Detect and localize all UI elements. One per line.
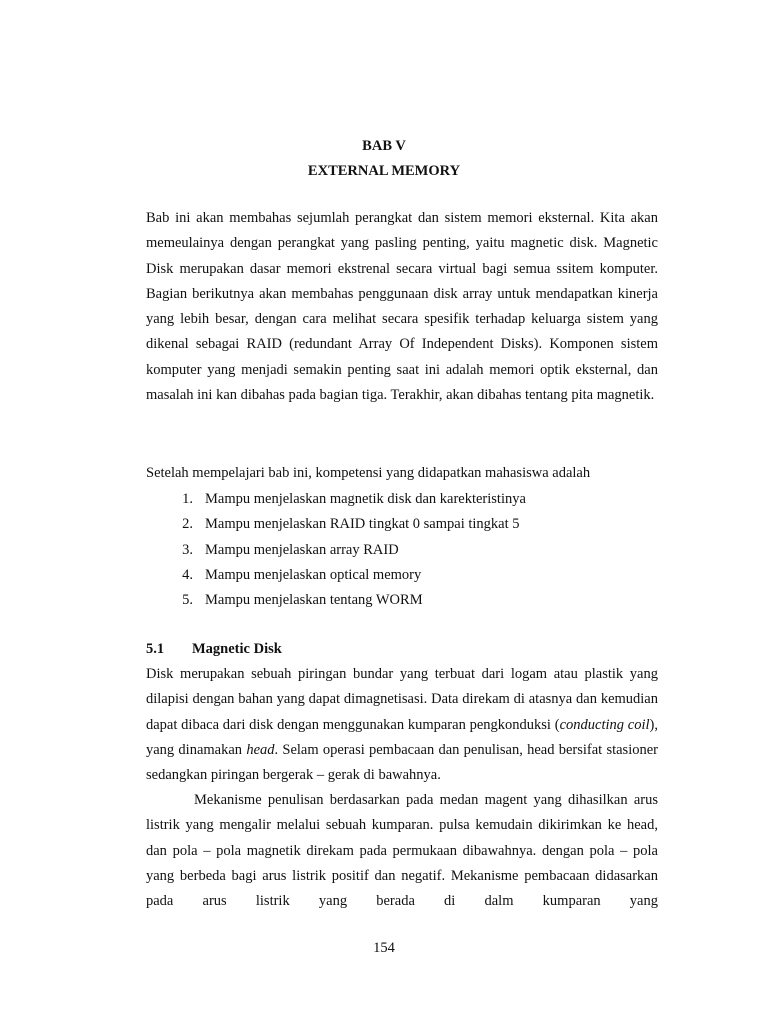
list-item [146,589,666,614]
list-item-text: Mampu menjelaskan RAID tingkat 0 sampai tingkat 5 [205,516,520,533]
section-number: 5.1 [146,641,165,657]
section-title: Magnetic Disk [192,641,282,657]
para1-italic-conducting-coil: conducting coil [559,716,650,733]
para1-italic-head: head [246,741,275,758]
para1-text-part3: . Selam operasi pembacaan dan penulisan, head bersifat stasioner sedangkan piringan bergerak – gerak di bawahnya. [146,741,658,784]
list-item-number: 1. [182,491,193,507]
list-item-number: 5. [182,592,193,609]
para1-text-part1: Disk merupakan sebuah piringan bundar yang terbuat dari logam atau plastik yang dilapisi dengan bahan yang dapat dimagnetisasi. Data direkam di atasnya dan kemudian dapat dibaca dari disk dengan menggunakan kumparan pengkonduksi ( [146,666,658,733]
list-item-text: Mampu menjelaskan tentang WORM [205,592,423,609]
list-item-number: 3. [182,541,193,558]
intro-paragraph-text: Bab ini akan membahas sejumlah perangkat dan sistem memori eksternal. Kita akan memeulainya dengan perangkat yang pasling penting, yaitu magnetic disk. Magnetic Disk merupakan dasar memori ekstrenal secara virtual bagi semua ssitem komputer. Bagian berikutnya akan membahas penggunaan disk array untuk mendapatkan kinerja yang lebih besar, dengan cara melihat secara spesifik terhadap keluarga sistem yang dikenal sebagai RAID (redundant Array Of Independent Disks). Komponen sistem komputer yang menjadi semakin penting saat ini adalah memori optik eksternal, dan masalah ini kan dibahas pada bagian tiga. Terakhir, akan dibahas tentang pita magnetik. [146,210,658,404]
section-paragraph-2 [146,788,658,914]
competency-intro: Setelah mempelajari bab ini, kompetensi yang didapatkan mahasiswa adalah [146,465,591,481]
section-paragraph-2-text: Mekanisme penulisan berdasarkan pada medan magent yang dihasilkan arus listrik yang mengalir melalui sebuah kumparan. pulsa kemudain dikirimkan ke head, dan pola – pola magnetik direkam pada permukaan dibawahnya. dengan pola – pola yang berbeda bagi arus listrik positif dan negatif. Mekanisme pembacaan didasarkan pada arus listrik yang berada di dalm kumparan yang [146,792,658,910]
intro-paragraph [146,206,658,408]
list-item-text: Mampu menjelaskan optical memory [205,566,422,583]
list-item-text: Mampu menjelaskan array RAID [205,541,399,558]
para1-text-part2: ), yang dinamakan [146,716,658,758]
chapter-label: BAB V [362,138,406,154]
list-item-number: 4. [182,566,193,583]
list-item-number: 2. [182,516,193,533]
list-item [146,513,666,538]
section-paragraph-1 [146,662,658,788]
chapter-title: EXTERNAL MEMORY [307,163,461,179]
list-item [146,564,666,589]
section-paragraph-1-text [146,662,658,788]
list-item [146,488,666,513]
list-item-text: Mampu menjelaskan magnetik disk dan karekteristinya [205,491,526,507]
competency-list [146,488,666,614]
section-heading [146,639,282,659]
list-item [146,539,666,564]
page-number: 154 [373,940,395,956]
